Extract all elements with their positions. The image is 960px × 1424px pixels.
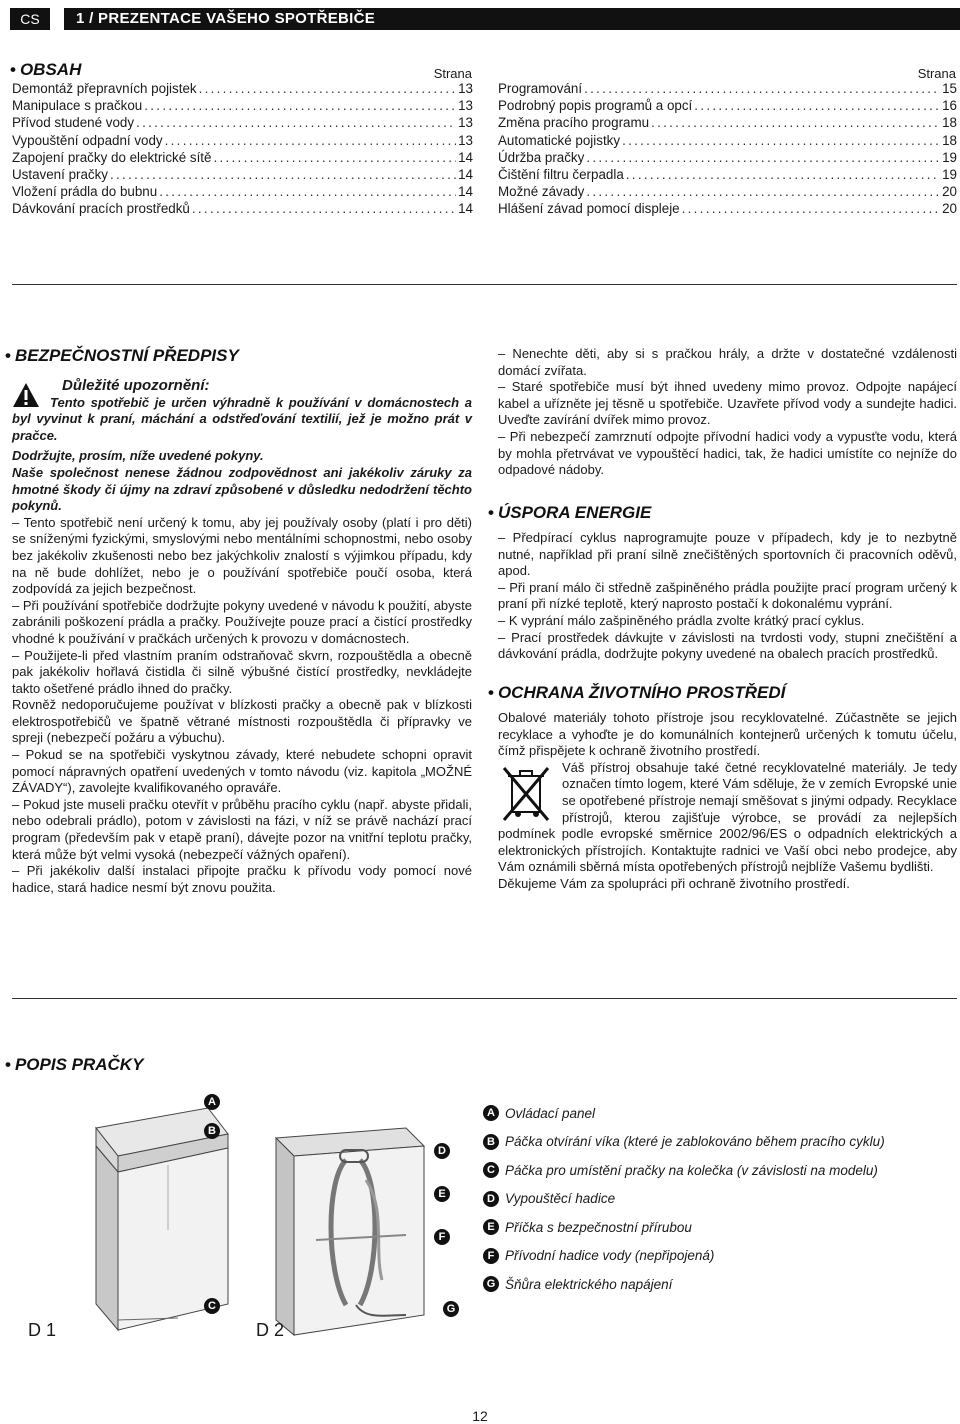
liability-text: Naše společnost nenese žádnou zodpovědnost ani jakékoliv záruky za hmotné škody či újmy na zdraví způsobené v důsledku nedodržení těchto pokynů. bbox=[12, 464, 472, 514]
legend-text: Vypouštěcí hadice bbox=[505, 1191, 616, 1207]
toc-entry-label: Dávkování pracích prostředků bbox=[12, 201, 190, 217]
figure-2-label: D 2 bbox=[256, 1320, 285, 1340]
environment-thanks: Děkujeme Vám za spolupráci při ochraně životního prostředí. bbox=[498, 875, 850, 891]
paragraph: – Nenechte děti, aby si s pračkou hrály, a držte v dostatečné vzdálenosti domácí zvířata. bbox=[498, 346, 957, 378]
toc-entry-page: 18 bbox=[942, 132, 957, 148]
legend-text: Páčka pro umístění pračky na kolečka (v závislosti na modelu) bbox=[505, 1162, 878, 1178]
language-tag: CS bbox=[10, 8, 50, 30]
toc-leader-dots bbox=[584, 81, 940, 96]
parts-legend bbox=[483, 1099, 953, 1299]
toc-entry-page: 15 bbox=[942, 81, 957, 96]
divider-1 bbox=[12, 284, 957, 285]
toc-entry bbox=[12, 184, 473, 201]
legend-item bbox=[483, 1242, 953, 1271]
toc-entry-page: 13 bbox=[458, 81, 473, 96]
paragraph: – Předpírací cyklus naprogramujte pouze v případech, kdy je to nezbytně nutné, například při praní silně znečištěných sportovních či pracovních oděvů, apod. bbox=[498, 530, 957, 579]
toc-entry-page: 14 bbox=[458, 184, 473, 200]
paragraph: – Při praní málo či středně zašpiněného prádla použijte prací program určený k praní při nízké teplotě, který naprosto postačí k dokonalému vyprání. bbox=[498, 579, 957, 612]
bullet-icon: • bbox=[488, 503, 494, 522]
toc-entry-page: 13 bbox=[458, 98, 473, 114]
toc-entry-page: 18 bbox=[942, 115, 957, 131]
paragraph: – Tento spotřebič není určený k tomu, aby jej používaly osoby (platí i pro děti) se sníženými fyzickými, smyslovými nebo mentálními schopnostmi, nebo osoby bez jakékoliv zkušenosti nebo bez jakýchkoliv znalostí s výjimkou případu, kdy na ně bude dohlížet, nebo je o používání spotřebiče poučí osoba, která zodpovídá za jejich bezpečnost. bbox=[12, 514, 472, 597]
toc-entry-page: 20 bbox=[942, 201, 957, 217]
paragraph: – Při jakékoliv další instalaci připojte pračku k přívodu vody pomocí nové hadice, stará hadice nesmí být znovu použita. bbox=[12, 863, 472, 895]
toc-leader-dots bbox=[159, 184, 456, 199]
bullet-icon: • bbox=[5, 346, 11, 365]
toc-entry-label: Demontáž přepravních pojistek bbox=[12, 81, 197, 96]
environment-text bbox=[498, 710, 957, 893]
legend-text: Šňůra elektrického napájení bbox=[505, 1276, 673, 1292]
legend-key: A bbox=[483, 1105, 499, 1121]
toc-entry-label: Změna pracího programu bbox=[498, 115, 650, 131]
toc-entry bbox=[498, 98, 957, 115]
callout-f: F bbox=[434, 1229, 450, 1245]
toc-entry bbox=[12, 167, 473, 184]
toc-entry-page: 19 bbox=[942, 149, 957, 165]
toc-entry-page: 14 bbox=[458, 166, 473, 182]
toc-entry bbox=[498, 150, 957, 167]
legend-key: B bbox=[483, 1134, 499, 1150]
toc-entry-label: Podrobný popis programů a opcí bbox=[498, 98, 693, 114]
toc-entry-page: 13 bbox=[458, 115, 473, 131]
weee-text: Váš přístroj obsahuje také četné recyklovatelné materiály. Je tedy označen tímto logem, které Vám sděluje, že v zemích Evropské unie se opotřebené přístroje nemají směšovat s jinými odpady. Recyklace přístrojů, kterou zajišťuje výrobce, se provádí za nejlepších podmínek podle evropské směrnice 2002/96/ES o odpadních elektrických a elektronických přístrojích. Kontaktujte radnici ve Vaší obci nebo prodejce, aby Vám oznámili sběrná místa opotřebených přístrojů nejblíže Vašemu bydlišti. bbox=[498, 759, 958, 875]
toc-leader-dots bbox=[622, 133, 940, 148]
energy-paragraphs bbox=[498, 530, 957, 663]
weee-bin-icon bbox=[498, 762, 554, 826]
toc-entry bbox=[12, 133, 473, 150]
toc-leader-dots bbox=[144, 98, 456, 113]
toc-entry-label: Vypouštění odpadní vody bbox=[12, 132, 163, 148]
toc-leader-dots bbox=[165, 133, 456, 148]
legend-key: G bbox=[483, 1276, 499, 1292]
toc-entry-page: 14 bbox=[458, 201, 473, 217]
legend-key: F bbox=[483, 1248, 499, 1264]
legend-key: E bbox=[483, 1219, 499, 1235]
toc-entry-page: 19 bbox=[942, 166, 957, 182]
callout-d: D bbox=[434, 1143, 450, 1159]
paragraph: – Pokud jste museli pračku otevřít v průběhu pracího cyklu (např. abyste přidali, nebo odebrali prádlo), potom v závislosti na fázi, v níž se právě nachází prací program (především pak v etapě praní), dávejte pozor na vnitřní teplotu pračky, která může být velmi vysoká (nebezpečí vážných opaření). bbox=[12, 796, 472, 862]
callout-c: C bbox=[204, 1298, 220, 1314]
legend-item bbox=[483, 1128, 953, 1157]
toc-entry-page: 20 bbox=[942, 184, 957, 200]
callout-g: G bbox=[443, 1301, 459, 1317]
callout-b: B bbox=[204, 1123, 220, 1139]
toc-leader-dots bbox=[192, 201, 456, 216]
toc-leader-dots bbox=[586, 150, 940, 165]
paragraph: – K vyprání málo zašpiněného prádla zvolte krátký prací cyklus. bbox=[498, 612, 865, 628]
toc-leader-dots bbox=[110, 167, 456, 182]
toc-entry-label: Zapojení pračky do elektrické sítě bbox=[12, 149, 212, 165]
page-number: 12 bbox=[472, 1408, 488, 1424]
legend-text: Ovládací panel bbox=[505, 1105, 596, 1121]
divider-2 bbox=[12, 998, 957, 999]
toc-leader-dots bbox=[199, 81, 457, 96]
toc-leader-dots bbox=[136, 115, 456, 130]
toc-right-column bbox=[498, 81, 957, 219]
toc-leader-dots bbox=[586, 184, 940, 199]
legend-text: Páčka otvírání víka (které je zablokováno během pracího cyklu) bbox=[505, 1134, 885, 1150]
paragraph: – Použijete-li před vlastním praním odstraňovač skvrn, rozpouštědla a obecně pak jakékoliv hořlavá čistidla či silně výbušné čistící prostředky, nevkládejte takto ošetřené prádlo ihned do pračky. bbox=[12, 647, 472, 696]
toc-entry-label: Vložení prádla do bubnu bbox=[12, 184, 158, 200]
energy-title: • ÚSPORA ENERGIE bbox=[488, 503, 652, 522]
toc-title: • OBSAH bbox=[10, 60, 82, 79]
bullet-icon: • bbox=[10, 60, 16, 79]
toc-entry-page: 16 bbox=[942, 98, 957, 114]
paragraph: – Staré spotřebiče musí být ihned uvedeny mimo provoz. Odpojte napájecí kabel a uřízněte jej těsně u spotřebiče. Uzavřete přívod vody a sundejte hadici. Uveďte zavírání dvířek mimo provoz. bbox=[498, 379, 957, 428]
toc-page-header-right: Strana bbox=[917, 66, 956, 81]
toc-entry bbox=[12, 98, 473, 115]
warning-text: Tento spotřebič je určen výhradně k používání v domácnostech a byl vyvinut k praní, máchání a odstřeďování textilií, jež je možno prát v pračce. bbox=[12, 394, 472, 443]
bullet-icon: • bbox=[5, 1055, 11, 1074]
legend-key: D bbox=[483, 1191, 499, 1207]
toc-entry bbox=[12, 150, 473, 167]
legend-item bbox=[483, 1156, 953, 1185]
toc-entry bbox=[498, 133, 957, 150]
toc-entry-page: 14 bbox=[458, 149, 473, 165]
legend-text: Přívodní hadice vody (nepřipojená) bbox=[505, 1248, 715, 1264]
legend-item bbox=[483, 1185, 953, 1214]
toc-leader-dots bbox=[651, 115, 940, 130]
legend-text: Příčka s bezpečnostní přírubou bbox=[505, 1219, 692, 1235]
environment-title: • OCHRANA ŽIVOTNÍHO PROSTŘEDÍ bbox=[488, 683, 786, 702]
toc-entry-label: Manipulace s pračkou bbox=[12, 98, 143, 114]
toc-entry bbox=[498, 201, 957, 218]
paragraph: – Pokud se na spotřebiči vyskytnou závady, které nebudete schopni opravit pomocí nápravných opatření uvedených v tomto návodu (viz. kapitola „MOŽNÉ ZÁVADY“), zavolejte kvalifikovaného opraváře. bbox=[12, 747, 472, 796]
toc-entry bbox=[12, 201, 473, 218]
toc-entry-label: Automatické pojistky bbox=[498, 132, 621, 148]
callout-e: E bbox=[434, 1186, 450, 1202]
legend-key: C bbox=[483, 1162, 499, 1178]
chapter-title: 1 / PREZENTACE VAŠEHO SPOTŘEBIČE bbox=[64, 8, 960, 30]
washer-back-figure bbox=[256, 1120, 446, 1345]
description-title: • POPIS PRAČKY bbox=[5, 1055, 144, 1074]
toc-entry bbox=[498, 184, 957, 201]
toc-entry-label: Hlášení závad pomocí displeje bbox=[498, 201, 680, 217]
toc-leader-dots bbox=[682, 201, 940, 216]
legend-item bbox=[483, 1270, 953, 1299]
legend-item bbox=[483, 1099, 953, 1128]
toc-entry bbox=[498, 167, 957, 184]
safety-title: • BEZPEČNOSTNÍ PŘEDPISY bbox=[5, 346, 239, 365]
toc-entry bbox=[12, 81, 473, 98]
warning-title: Důležité upozornění: bbox=[62, 377, 210, 394]
safety-paragraphs bbox=[12, 515, 472, 897]
safety-right-column bbox=[498, 346, 957, 479]
toc-entry-label: Přívod studené vody bbox=[12, 115, 135, 131]
toc-left-column bbox=[12, 81, 473, 219]
toc-entry bbox=[12, 115, 473, 132]
bullet-icon: • bbox=[488, 683, 494, 702]
paragraph: – Při nebezpečí zamrznutí odpojte přívodní hadici vody a vypusťte vodu, která by mohla přetrvávat ve vypouštěcí hadici, tak, že hadici umístíte co nejníže do odpadové nádoby. bbox=[498, 428, 957, 478]
toc-entry-label: Čištění filtru čerpadla bbox=[498, 166, 624, 182]
toc-entry-label: Údržba pračky bbox=[498, 149, 585, 165]
safety-left-column bbox=[12, 378, 472, 896]
paragraph: – Prací prostředek dávkujte v závislosti na tvrdosti vody, stupni znečištění a dávkování prádla, dodržujte pokyny uvedené na obalech pracích prostředků. bbox=[498, 629, 957, 662]
toc-leader-dots bbox=[213, 150, 456, 165]
safety-right-paragraphs bbox=[498, 346, 957, 479]
toc-entry-label: Možné závady bbox=[498, 184, 585, 200]
observe-text: Dodržujte, prosím, níže uvedené pokyny. bbox=[12, 448, 264, 464]
environment-intro: Obalové materiály tohoto přístroje jsou recyklovatelné. Zúčastněte se jejich recyklace a vyhoďte je do komunálních kontejnerů určených k tomutu účelu, čímž přispějete k ochraně životního prostředí. bbox=[498, 710, 957, 759]
toc-entry bbox=[498, 81, 957, 98]
toc-entry bbox=[498, 115, 957, 132]
paragraph: Rovněž nedoporučujeme používat v blízkosti pračky a obecně pak v blízkosti elektrospotřebičů ve špatně větrané místnosti rozpouštědla či přípravky ve spreji (nebezpečí požáru a výbuchu). bbox=[12, 697, 472, 746]
paragraph: – Při používání spotřebiče dodržujte pokyny uvedené v návodu k použití, abyste zabránili poškození prádla a pračky. Používejte pouze prací a čistící prostředky vhodné k používání v pračkách určených k provozu v domácnostech. bbox=[12, 597, 472, 646]
toc-page-header-left: Strana bbox=[433, 66, 472, 81]
toc-entry-label: Programování bbox=[498, 81, 583, 96]
toc-leader-dots bbox=[694, 98, 940, 113]
callout-a: A bbox=[204, 1094, 220, 1110]
toc-leader-dots bbox=[626, 167, 940, 182]
toc-entry-page: 13 bbox=[458, 132, 473, 148]
toc-entry-label: Ustavení pračky bbox=[12, 166, 109, 182]
legend-item bbox=[483, 1213, 953, 1242]
figure-1-label: D 1 bbox=[28, 1320, 57, 1340]
